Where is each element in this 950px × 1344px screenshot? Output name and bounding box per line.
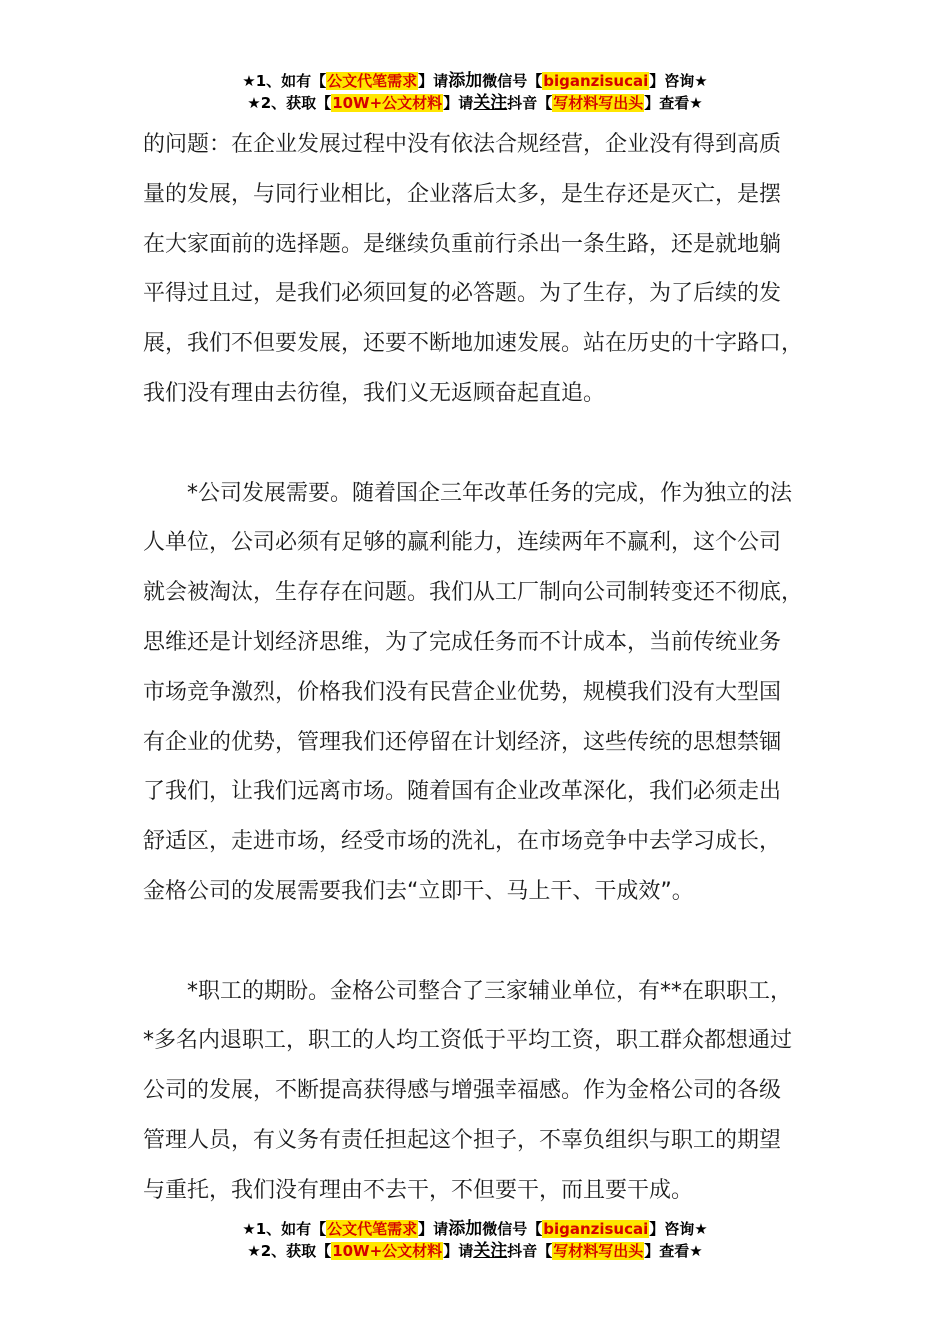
- text-line: 公司的发展，不断提高获得感与增强幸福感。作为金格公司的各级: [143, 1078, 782, 1104]
- banner-text: ★1、如有【: [242, 72, 327, 90]
- banner-highlight-materials: 10W+公文材料: [332, 94, 443, 112]
- banner-text: 】请: [418, 1220, 449, 1238]
- banner-text: 】查看★: [644, 94, 703, 112]
- banner-highlight-douyin: 写材料写出头: [553, 1242, 644, 1260]
- paragraph-gap: [143, 419, 833, 469]
- text-line: 市场竞争激烈，价格我们没有民营企业优势，规模我们没有大型国: [143, 679, 782, 705]
- paragraph-gap: [143, 917, 833, 967]
- document-body: [143, 120, 833, 1216]
- text-line: 在大家面前的选择题。是继续负重前行杀出一条生路，还是就地躺: [143, 231, 782, 257]
- paragraph-company-needs: [143, 469, 833, 917]
- footer-banner: [0, 1218, 950, 1262]
- banner-text: 】请: [418, 72, 449, 90]
- banner-text: 】查看★: [644, 1242, 703, 1260]
- banner-highlight-service: 公文代笔需求: [327, 72, 418, 90]
- text-line: *多名内退职工，职工的人均工资低于平均工资，职工群众都想通过: [143, 1028, 793, 1054]
- banner-emphasis: 添加: [448, 71, 483, 91]
- banner-line-2: [0, 1240, 950, 1262]
- text-line: 人单位，公司必须有足够的赢利能力，连续两年不赢利，这个公司: [143, 530, 782, 556]
- text-line: 我们没有理由去彷徨，我们义无返顾奋起直追。: [143, 380, 606, 406]
- banner-text: ★2、获取【: [247, 1242, 332, 1260]
- banner-text: 】请: [443, 1242, 474, 1260]
- header-banner: [0, 70, 950, 114]
- text-line: 了我们，让我们远离市场。随着国有企业改革深化，我们必须走出: [143, 779, 782, 805]
- banner-text: 微信号【: [482, 1220, 543, 1238]
- text-line: 管理人员，有义务有责任担起这个担子，不辜负组织与职工的期望: [143, 1127, 782, 1153]
- text-line: 展，我们不但要发展，还要不断地加速发展。站在历史的十字路口，: [143, 331, 804, 357]
- banner-text: 抖音【: [507, 1242, 553, 1260]
- banner-emphasis: 关注: [473, 1241, 508, 1261]
- text-line: 有企业的优势，管理我们还停留在计划经济，这些传统的思想禁锢: [143, 729, 782, 755]
- paragraph-problem: [143, 120, 833, 419]
- banner-highlight-wechat-id: biganzisucai: [543, 1220, 649, 1238]
- text-line: 量的发展，与同行业相比，企业落后太多，是生存还是灭亡，是摆: [143, 181, 782, 207]
- banner-text: 】咨询★: [649, 72, 708, 90]
- banner-highlight-douyin: 写材料写出头: [553, 94, 644, 112]
- banner-emphasis: 关注: [473, 93, 508, 113]
- banner-line-1: [0, 1218, 950, 1240]
- text-line: 的问题：在企业发展过程中没有依法合规经营，企业没有得到高质: [143, 132, 782, 157]
- banner-highlight-materials: 10W+公文材料: [332, 1242, 443, 1260]
- banner-line-1: [0, 70, 950, 92]
- banner-text: ★2、获取【: [247, 94, 332, 112]
- text-line: *公司发展需要。随着国企三年改革任务的完成，作为独立的法: [187, 480, 793, 506]
- banner-text: 微信号【: [482, 72, 543, 90]
- banner-text: ★1、如有【: [242, 1220, 327, 1238]
- text-line: 与重托，我们没有理由不去干，不但要干，而且要干成。: [143, 1177, 694, 1203]
- text-line: *职工的期盼。金格公司整合了三家辅业单位，有**在职职工，: [187, 978, 793, 1004]
- text-line: 思维还是计划经济思维，为了完成任务而不计成本，当前传统业务: [143, 629, 782, 655]
- banner-text: 抖音【: [507, 94, 553, 112]
- banner-text: 】请: [443, 94, 474, 112]
- banner-highlight-wechat-id: biganzisucai: [543, 72, 649, 90]
- text-line: 平得过且过，是我们必须回复的必答题。为了生存，为了后续的发: [143, 281, 782, 307]
- banner-highlight-service: 公文代笔需求: [327, 1220, 418, 1238]
- text-line: 金格公司的发展需要我们去“立即干、马上干、干成效”。: [143, 878, 694, 904]
- paragraph-employee-expectations: [143, 967, 833, 1216]
- banner-line-2: [0, 92, 950, 114]
- text-line: 就会被淘汰，生存存在问题。我们从工厂制向公司制转变还不彻底，: [143, 580, 804, 606]
- text-line: 舒适区，走进市场，经受市场的洗礼，在市场竞争中去学习成长，: [143, 829, 782, 855]
- banner-text: 】咨询★: [649, 1220, 708, 1238]
- banner-emphasis: 添加: [448, 1219, 483, 1239]
